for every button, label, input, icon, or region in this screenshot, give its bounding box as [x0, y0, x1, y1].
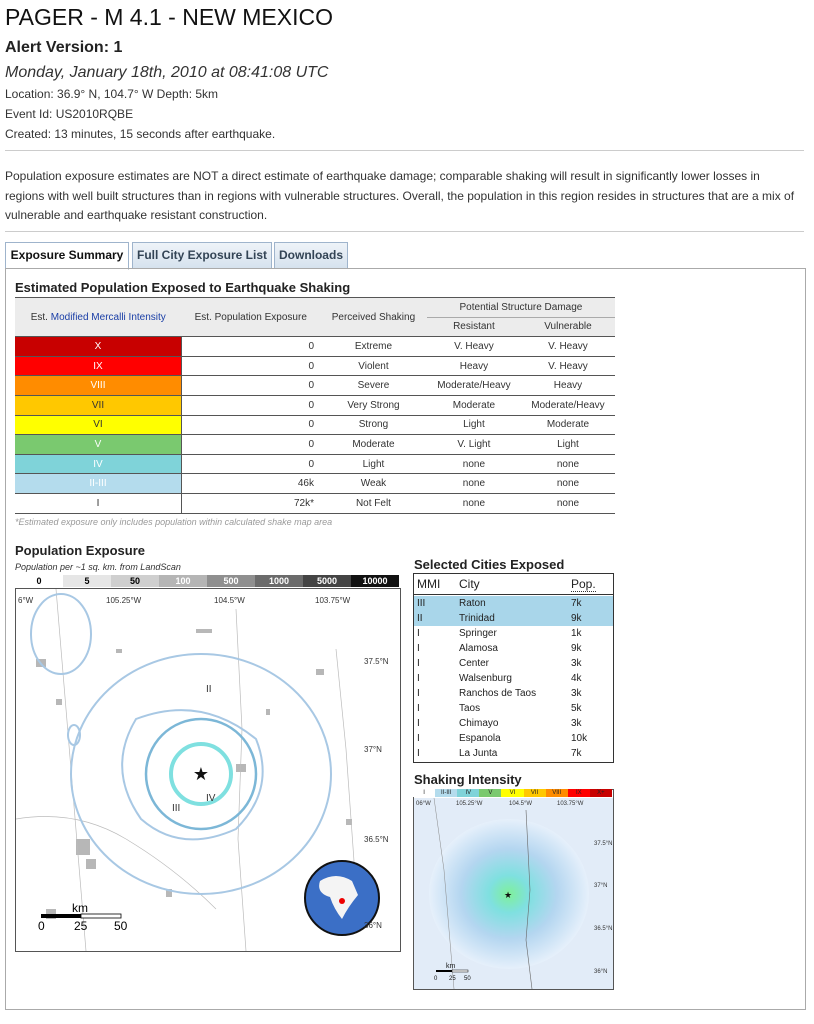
col-vulnerable-header: Vulnerable: [521, 317, 615, 337]
lat-label: 36°N: [364, 921, 382, 930]
cities-title: Selected Cities Exposed: [414, 557, 565, 572]
created-time: Created: 13 minutes, 15 seconds after earthquake.: [5, 127, 276, 141]
epicenter-star-icon: ★: [192, 764, 210, 784]
resistant-cell: Moderate: [452, 399, 496, 411]
city-pop: 3k: [571, 718, 582, 729]
cities-header: [414, 574, 613, 595]
legend-swatch: 500: [207, 575, 255, 587]
contour-label-iii: III: [172, 803, 181, 814]
lat-label: 37.5°N: [364, 657, 389, 666]
city-row: [414, 746, 613, 761]
pop-cell: 0: [308, 380, 314, 392]
resistant-cell: V. Heavy: [454, 340, 494, 352]
cities-col-pop: Pop.: [571, 577, 596, 591]
disclaimer-text: Population exposure estimates are NOT a direct estimate of earthquake damage; comparable shaking will result in significantly lower losses in regions with well built structures than in regions with vulnerable structures. Overall, the population in this region resides in structures that are a mix of vulnerable and earthquake resistant construction.: [5, 169, 795, 222]
city-mmi: I: [417, 733, 420, 744]
shaking-cell: Weak: [360, 478, 387, 490]
city-row: [414, 596, 613, 611]
shaking-legend-swatch: II-III: [435, 789, 457, 797]
vulnerable-cell: none: [556, 478, 580, 490]
city-city: Alamosa: [459, 643, 498, 654]
shaking-cell: Violent: [358, 360, 389, 372]
shaking-title: Shaking Intensity: [414, 772, 522, 787]
divider: [5, 231, 804, 232]
vulnerable-cell: Moderate: [546, 419, 590, 431]
population-legend: [15, 575, 399, 587]
lon-label: 6°W: [18, 596, 34, 605]
city-mmi: II: [417, 613, 423, 624]
city-mmi: I: [417, 688, 420, 699]
legend-swatch: 0: [15, 575, 63, 587]
location-depth: Location: 36.9° N, 104.7° W Depth: 5km: [5, 87, 219, 101]
city-pop: 3k: [571, 658, 582, 669]
scale-tick: 25: [449, 976, 456, 982]
scale-bar: [38, 901, 128, 933]
lat-label: 37°N: [364, 745, 382, 754]
lon-label: 105.25°W: [106, 596, 142, 605]
mmi-cell: VIII: [15, 376, 182, 396]
mmi-cell: I: [15, 493, 182, 513]
legend-swatch: 100: [159, 575, 207, 587]
pop-cell: 0: [308, 419, 314, 431]
city-pop: 7k: [571, 748, 582, 759]
lon-label: 103.75°W: [557, 801, 584, 807]
city-row: [414, 611, 613, 626]
shaking-legend-swatch: VI: [501, 789, 523, 797]
city-pop: 9k: [571, 613, 582, 624]
legend-swatch: 1000: [255, 575, 303, 587]
col-mmi-prefix: Est.: [30, 311, 48, 323]
city-mmi: I: [417, 643, 420, 654]
legend-swatch: 50: [111, 575, 159, 587]
city-pop: 9k: [571, 643, 582, 654]
city-mmi: I: [417, 718, 420, 729]
col-mmi-header: [15, 298, 182, 337]
scale-tick: 50: [114, 919, 128, 933]
vulnerable-cell: none: [556, 458, 580, 470]
city-city: Espanola: [459, 733, 501, 744]
lon-label: 104.5°W: [509, 801, 533, 807]
exposure-row: [15, 395, 615, 415]
city-city: La Junta: [459, 748, 498, 759]
population-map: [15, 588, 401, 952]
mmi-link[interactable]: Modified Mercalli Intensity: [50, 311, 166, 323]
lat-label: 36.5°N: [594, 926, 613, 932]
legend-swatch: 5: [63, 575, 111, 587]
scale-unit: km: [446, 963, 456, 970]
scale-tick: 0: [434, 976, 438, 982]
shaking-legend-swatch: VIII: [546, 789, 568, 797]
vulnerable-cell: Moderate/Heavy: [531, 399, 605, 411]
population-subtitle: Population per ~1 sq. km. from LandScan: [15, 562, 181, 572]
shaking-cell: Very Strong: [347, 399, 400, 411]
city-city: Taos: [459, 703, 481, 714]
shaking-legend-swatch: V: [479, 789, 501, 797]
contour-label-iv: IV: [206, 793, 216, 804]
city-city: Ranchos de Taos: [459, 688, 537, 699]
pop-cell: 0: [308, 458, 314, 470]
exposure-footnote: *Estimated exposure only includes population within calculated shake map area: [15, 517, 333, 527]
city-pop: 3k: [571, 688, 582, 699]
lat-label: 37°N: [594, 883, 608, 889]
legend-swatch: 5000: [303, 575, 351, 587]
exposure-row: [15, 376, 615, 396]
cities-col-mmi: MMI: [417, 577, 441, 591]
epicenter-star-icon: ★: [504, 890, 513, 900]
shaking-cell: Extreme: [354, 340, 393, 352]
pop-cell: 46k: [297, 478, 314, 490]
tab-full-city-exposure-list[interactable]: Full City Exposure List: [132, 242, 272, 269]
shaking-legend: [413, 789, 612, 797]
vulnerable-cell: V. Heavy: [548, 360, 588, 372]
shaking-cell: Light: [362, 458, 385, 470]
exposure-row: [15, 415, 615, 435]
lat-label: 37.5°N: [594, 841, 613, 847]
city-city: Trinidad: [459, 613, 495, 624]
city-row: [414, 686, 613, 701]
shaking-legend-swatch: IX: [568, 789, 590, 797]
city-row: [414, 731, 613, 746]
mmi-cell: V: [15, 435, 182, 455]
exposure-row: [15, 474, 615, 494]
vulnerable-cell: V. Heavy: [548, 340, 588, 352]
city-row: [414, 671, 613, 686]
shaking-legend-swatch: X+: [590, 789, 612, 797]
exposure-row: [15, 337, 615, 357]
lon-label: 06°W: [416, 801, 431, 807]
mmi-cell: VII: [15, 395, 182, 415]
city-city: Chimayo: [459, 718, 499, 729]
pop-cell: 0: [308, 438, 314, 450]
alert-version: Alert Version: 1: [5, 39, 123, 56]
resistant-cell: none: [462, 458, 486, 470]
city-row: [414, 716, 613, 731]
lat-label: 36°N: [594, 969, 608, 975]
city-mmi: III: [417, 598, 426, 609]
legend-swatch: 10000: [351, 575, 399, 587]
event-datetime: Monday, January 18th, 2010 at 08:41:08 UTC: [5, 64, 329, 81]
pop-cell: 72k*: [293, 497, 314, 509]
shaking-canvas: [414, 790, 613, 989]
pop-cell: 0: [308, 340, 314, 352]
col-resistant-header: Resistant: [427, 317, 521, 337]
exposure-row: [15, 435, 615, 455]
resistant-cell: Light: [463, 419, 485, 431]
cities-col-city: City: [459, 577, 480, 591]
vulnerable-cell: Light: [557, 438, 579, 450]
shaking-cell: Moderate: [352, 438, 395, 450]
mmi-cell: II-III: [15, 474, 182, 494]
cities-table: [413, 573, 614, 763]
shaking-cell: Severe: [357, 380, 390, 392]
city-pop: 1k: [571, 628, 582, 639]
col-pop-header: Est. Population Exposure: [182, 298, 321, 337]
population-title: Population Exposure: [15, 543, 146, 558]
city-city: Walsenburg: [459, 673, 512, 684]
pop-cell: 0: [308, 360, 314, 372]
city-mmi: I: [417, 673, 420, 684]
divider: [5, 150, 804, 151]
city-mmi: I: [417, 628, 420, 639]
mmi-cell: VI: [15, 415, 182, 435]
shaking-cell: Not Felt: [355, 497, 391, 509]
pop-cell: 0: [308, 399, 314, 411]
lat-label: 36.5°N: [364, 835, 389, 844]
vulnerable-cell: Heavy: [553, 380, 583, 392]
city-pop: 5k: [571, 703, 582, 714]
scale-unit: km: [72, 901, 88, 915]
col-shaking-header: Perceived Shaking: [320, 298, 427, 337]
city-city: Springer: [459, 628, 497, 639]
lon-label: 105.25°W: [456, 801, 483, 807]
vulnerable-cell: none: [556, 497, 580, 509]
lon-label: 103.75°W: [315, 596, 351, 605]
city-row: [414, 641, 613, 656]
resistant-cell: Moderate/Heavy: [437, 380, 511, 392]
city-mmi: I: [417, 748, 420, 759]
city-pop: 7k: [571, 598, 582, 609]
resistant-cell: Heavy: [459, 360, 489, 372]
col-damage-header: Potential Structure Damage: [427, 298, 615, 318]
city-pop: 10k: [571, 733, 588, 744]
city-city: Center: [459, 658, 490, 669]
exposure-title: Estimated Population Exposed to Earthquake Shaking: [15, 280, 351, 295]
city-pop: 4k: [571, 673, 582, 684]
shaking-legend-swatch: VII: [524, 789, 546, 797]
shaking-legend-swatch: IV: [457, 789, 479, 797]
city-city: Raton: [459, 598, 486, 609]
map-canvas: [16, 589, 400, 951]
city-row: [414, 656, 613, 671]
exposure-row: [15, 454, 615, 474]
city-row: [414, 701, 613, 716]
exposure-table: [15, 297, 615, 514]
page-title: PAGER - M 4.1 - NEW MEXICO: [5, 4, 333, 30]
city-mmi: I: [417, 658, 420, 669]
contour-ii: [31, 594, 91, 674]
scale-tick: 0: [38, 919, 45, 933]
mmi-cell: X: [15, 337, 182, 357]
mmi-cell: IV: [15, 454, 182, 474]
tab-downloads[interactable]: Downloads: [274, 242, 348, 269]
city-mmi: I: [417, 703, 420, 714]
contour-label-ii: II: [206, 684, 212, 695]
shaking-legend-swatch: I: [413, 789, 435, 797]
scale-tick: 25: [74, 919, 88, 933]
resistant-cell: none: [462, 497, 486, 509]
shaking-intensity-map: [413, 789, 614, 990]
scale-tick: 50: [464, 976, 471, 982]
resistant-cell: V. Light: [457, 438, 491, 450]
exposure-row: [15, 493, 615, 513]
resistant-cell: none: [462, 478, 486, 490]
lon-label: 104.5°W: [214, 596, 245, 605]
tab-exposure-summary[interactable]: Exposure Summary: [5, 242, 129, 270]
event-id: Event Id: US2010RQBE: [5, 107, 134, 121]
mmi-cell: IX: [15, 356, 182, 376]
shaking-cell: Strong: [358, 419, 389, 431]
exposure-row: [15, 356, 615, 376]
city-row: [414, 626, 613, 641]
